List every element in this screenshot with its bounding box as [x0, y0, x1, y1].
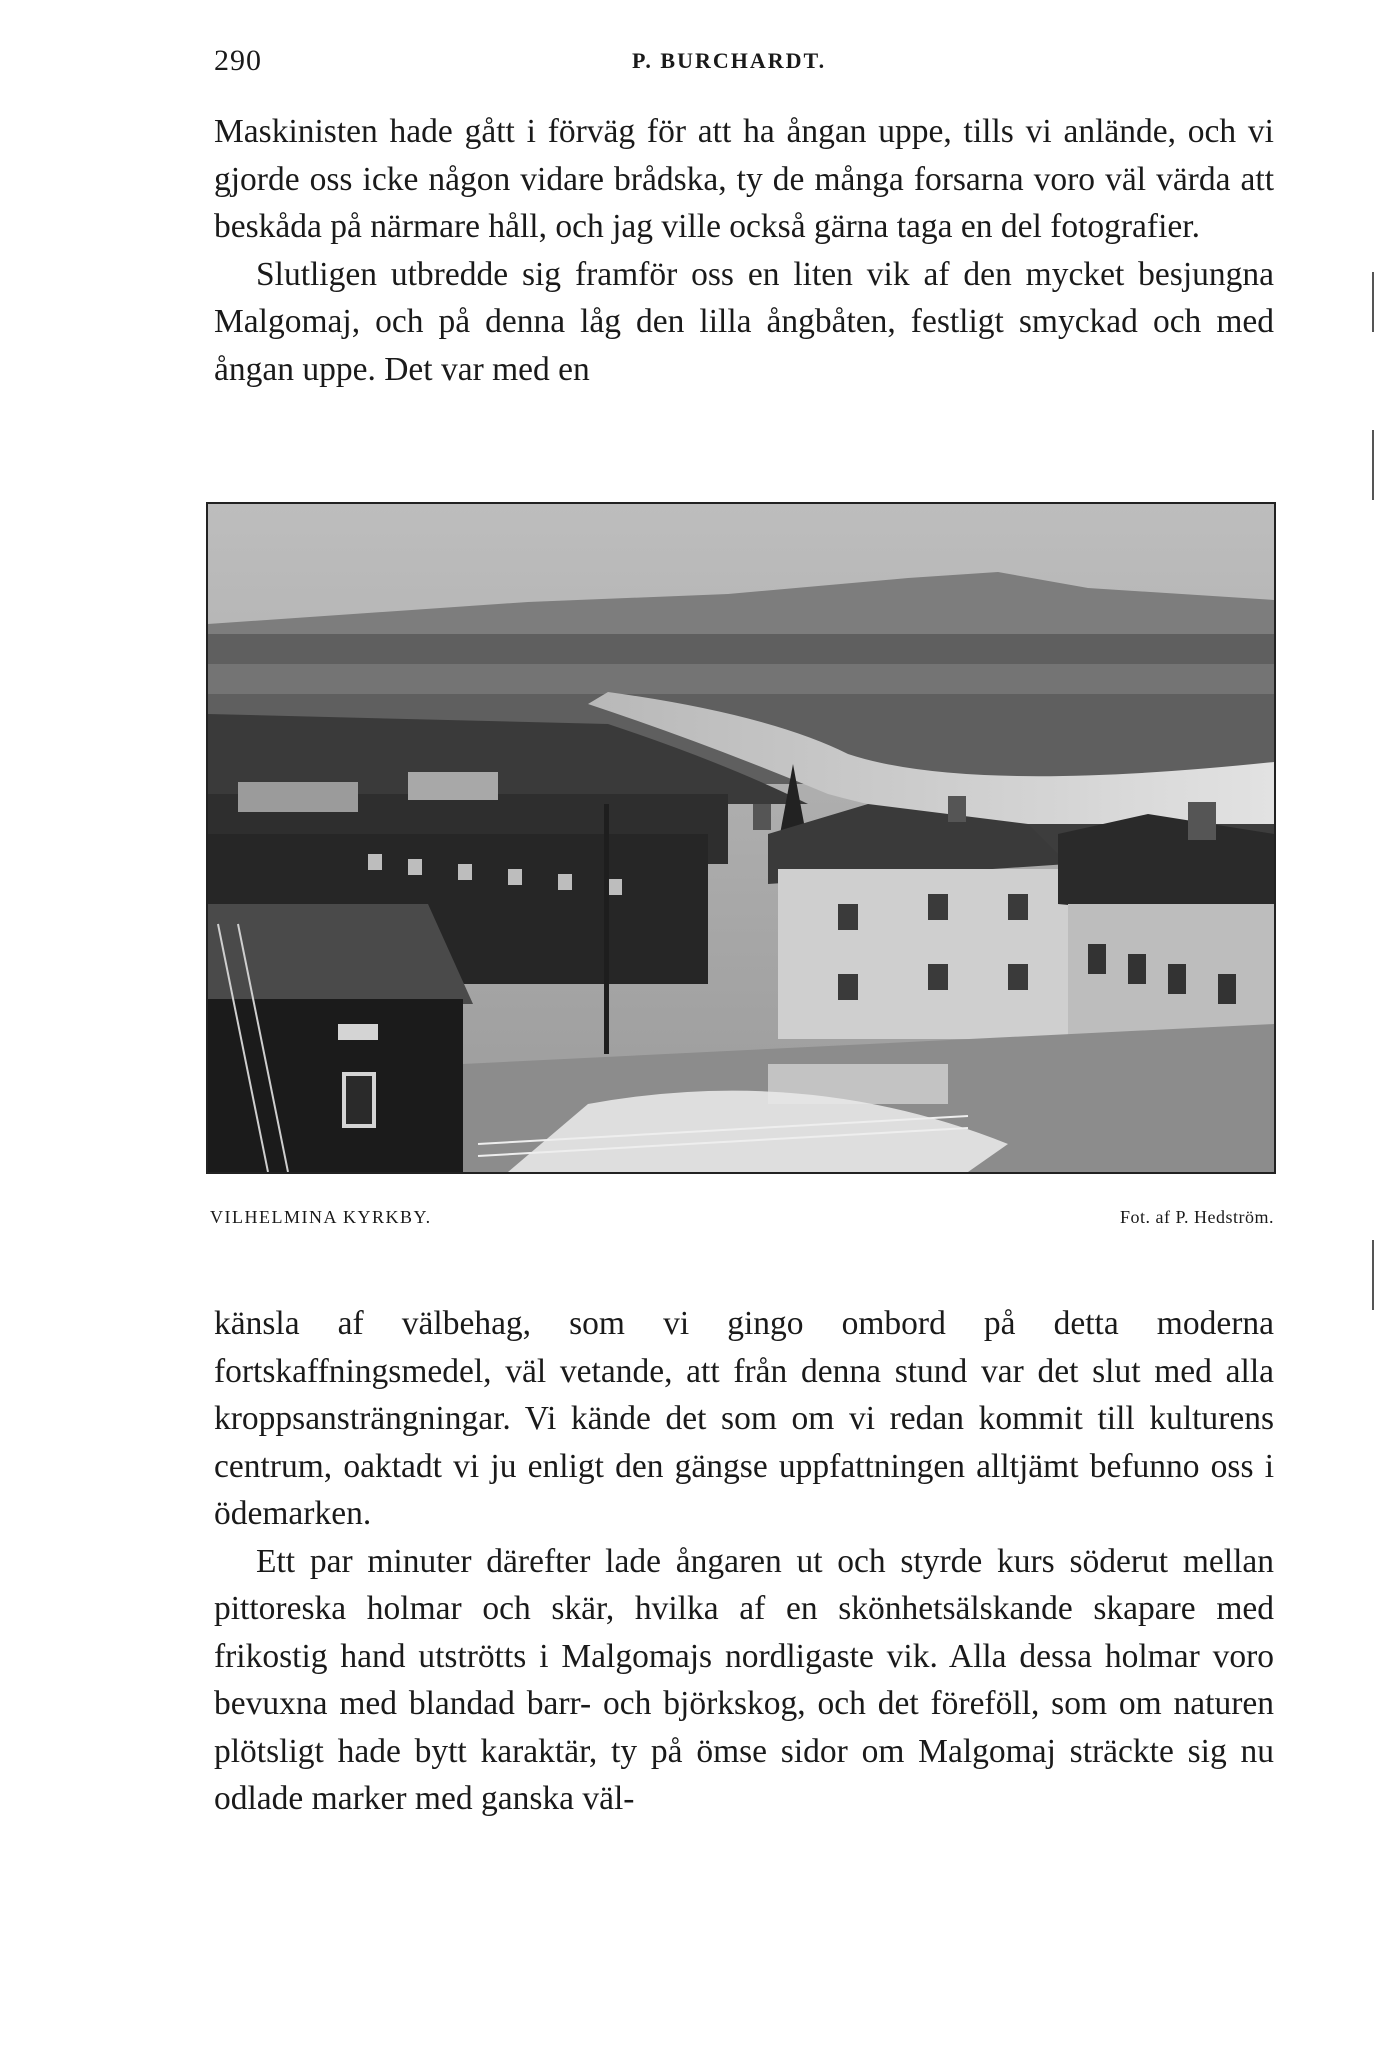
paragraph: Slutligen utbredde sig framför oss en liten vik af den mycket besjungna Malgomaj, och på denna låg den lilla ångbåten, festligt smyckad och med ångan uppe. Det var med en — [214, 255, 1274, 388]
caption-title: VILHELMINA KYRKBY. — [210, 1207, 432, 1227]
running-title: P. BURCHARDT. — [632, 48, 827, 73]
margin-mark — [1372, 1240, 1374, 1310]
photo-credit: Fot. af P. Hedström. — [1120, 1207, 1274, 1227]
paragraph: Maskinisten hade gått i förväg för att ha ångan uppe, tills vi anlände, och vi gjorde oss icke någon vidare brådska, ty de många forsarna voro väl värda att beskåda på närmare håll, och jag ville också gärna taga en del fotografier. — [214, 113, 1274, 245]
margin-mark — [1372, 272, 1374, 332]
page-number: 290 — [214, 44, 262, 77]
photograph-village — [206, 502, 1276, 1174]
text-after-image — [214, 1300, 1274, 1823]
running-head — [214, 44, 1274, 84]
paragraph: känsla af välbehag, som vi gingo ombord på detta moderna fortskaffningsmedel, väl vetande, att från denna stund var det slut med alla kroppsansträngningar. Vi kände det som om vi redan kommit till kulturens centrum, oaktadt vi ju enligt den gängse uppfattningen alltjämt befunno oss i ödemarken. — [214, 1305, 1274, 1532]
text-before-image — [214, 108, 1274, 393]
figure-caption — [210, 1207, 1274, 1237]
margin-mark — [1372, 430, 1374, 500]
paragraph: Ett par minuter därefter lade ångaren ut och styrde kurs söderut mellan pittoreska holmar och skär, hvilka af en skönhetsälskande skapare med frikostig hand utströtts i Malgomajs nordligaste vik. Alla dessa holmar voro bevuxna med blandad barr- och björkskog, och det föreföll, som om naturen plötsligt hade bytt karaktär, ty på ömse sidor om Malgomaj sträckte sig nu odlade marker med ganska väl- — [214, 1542, 1274, 1817]
